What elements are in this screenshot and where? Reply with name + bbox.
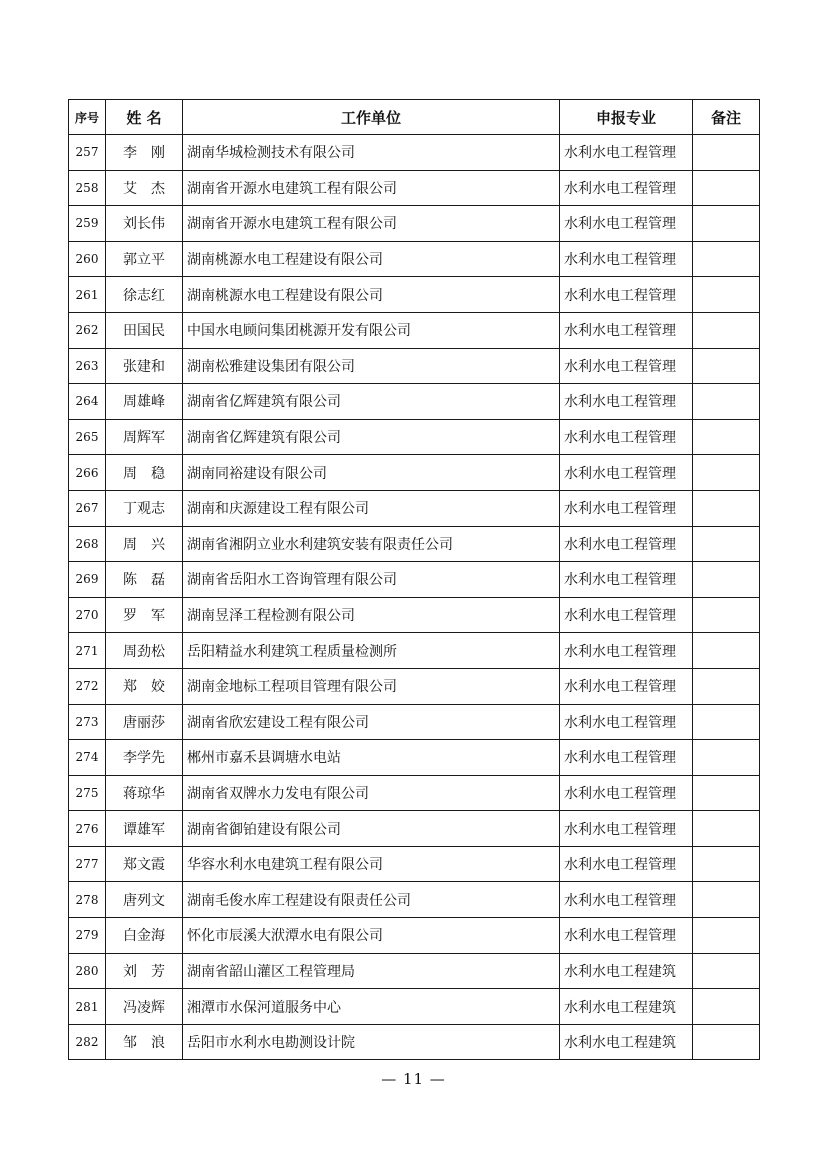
row-name: 徐志红 [106,277,183,313]
row-major: 水利水电工程管理 [560,170,693,206]
row-name: 刘长伟 [106,206,183,242]
table-row [69,419,760,455]
table-row [69,1024,760,1060]
row-remarks [693,526,760,562]
table-row [69,241,760,277]
row-name: 冯凌辉 [106,989,183,1025]
row-name: 唐列文 [106,882,183,918]
row-major: 水利水电工程管理 [560,490,693,526]
row-name: 白金海 [106,918,183,954]
table-row [69,348,760,384]
row-work-unit: 湖南毛俊水库工程建设有限责任公司 [183,882,560,918]
row-serial-number: 277 [69,846,106,882]
row-work-unit: 郴州市嘉禾县调塘水电站 [183,740,560,776]
header-remarks: 备注 [693,100,760,135]
row-remarks [693,633,760,669]
row-name: 刘 芳 [106,953,183,989]
row-name: 罗 军 [106,597,183,633]
row-major: 水利水电工程管理 [560,526,693,562]
row-serial-number: 274 [69,740,106,776]
row-major: 水利水电工程管理 [560,633,693,669]
row-remarks [693,704,760,740]
row-remarks [693,846,760,882]
row-serial-number: 265 [69,419,106,455]
table-row [69,953,760,989]
row-serial-number: 258 [69,170,106,206]
row-name: 郑文霞 [106,846,183,882]
row-work-unit: 湖南松雅建设集团有限公司 [183,348,560,384]
row-name: 艾 杰 [106,170,183,206]
row-serial-number: 281 [69,989,106,1025]
row-work-unit: 湖南省亿辉建筑有限公司 [183,419,560,455]
table-row [69,704,760,740]
table-row [69,135,760,171]
table-row [69,206,760,242]
row-work-unit: 湖南桃源水电工程建设有限公司 [183,241,560,277]
row-remarks [693,384,760,420]
row-remarks [693,882,760,918]
row-remarks [693,775,760,811]
table-row [69,526,760,562]
row-work-unit: 湖南华城检测技术有限公司 [183,135,560,171]
table-row [69,455,760,491]
row-remarks [693,312,760,348]
row-remarks [693,170,760,206]
row-remarks [693,490,760,526]
row-serial-number: 261 [69,277,106,313]
row-remarks [693,455,760,491]
row-work-unit: 湖南省开源水电建筑工程有限公司 [183,170,560,206]
table-row [69,775,760,811]
row-serial-number: 259 [69,206,106,242]
row-remarks [693,918,760,954]
row-serial-number: 279 [69,918,106,954]
row-major: 水利水电工程管理 [560,348,693,384]
row-name: 郭立平 [106,241,183,277]
row-work-unit: 湖南和庆源建设工程有限公司 [183,490,560,526]
row-major: 水利水电工程管理 [560,597,693,633]
table-row [69,989,760,1025]
row-major: 水利水电工程管理 [560,206,693,242]
row-work-unit: 中国水电顾问集团桃源开发有限公司 [183,312,560,348]
row-work-unit: 湘潭市水保河道服务中心 [183,989,560,1025]
row-work-unit: 华容水利水电建筑工程有限公司 [183,846,560,882]
row-serial-number: 272 [69,668,106,704]
row-work-unit: 湖南省韶山灌区工程管理局 [183,953,560,989]
row-name: 邹 浪 [106,1024,183,1060]
table-header-row [69,100,760,135]
row-major: 水利水电工程管理 [560,775,693,811]
row-work-unit: 湖南省双牌水力发电有限公司 [183,775,560,811]
row-serial-number: 278 [69,882,106,918]
table-row [69,597,760,633]
table-row [69,882,760,918]
row-major: 水利水电工程管理 [560,277,693,313]
row-work-unit: 湖南桃源水电工程建设有限公司 [183,277,560,313]
row-work-unit: 湖南省岳阳水工咨询管理有限公司 [183,562,560,598]
row-major: 水利水电工程管理 [560,384,693,420]
row-serial-number: 273 [69,704,106,740]
row-remarks [693,597,760,633]
table-row [69,918,760,954]
row-name: 陈 磊 [106,562,183,598]
row-serial-number: 264 [69,384,106,420]
row-major: 水利水电工程管理 [560,455,693,491]
row-name: 郑 姣 [106,668,183,704]
header-work-unit: 工作单位 [183,100,560,135]
row-major: 水利水电工程管理 [560,918,693,954]
row-name: 周雄峰 [106,384,183,420]
row-major: 水利水电工程建筑 [560,989,693,1025]
table-row [69,277,760,313]
row-serial-number: 270 [69,597,106,633]
row-serial-number: 280 [69,953,106,989]
table-row [69,668,760,704]
table-row [69,490,760,526]
row-major: 水利水电工程管理 [560,846,693,882]
row-remarks [693,740,760,776]
row-remarks [693,135,760,171]
row-remarks [693,811,760,847]
row-major: 水利水电工程管理 [560,811,693,847]
table-row [69,811,760,847]
table-row [69,384,760,420]
row-name: 李 刚 [106,135,183,171]
row-name: 谭雄军 [106,811,183,847]
row-work-unit: 湖南昱泽工程检测有限公司 [183,597,560,633]
row-name: 田国民 [106,312,183,348]
row-remarks [693,206,760,242]
row-serial-number: 262 [69,312,106,348]
row-serial-number: 266 [69,455,106,491]
personnel-table [68,99,760,1060]
row-name: 周辉军 [106,419,183,455]
row-serial-number: 260 [69,241,106,277]
row-remarks [693,348,760,384]
row-serial-number: 269 [69,562,106,598]
row-work-unit: 湖南省亿辉建筑有限公司 [183,384,560,420]
header-major: 申报专业 [560,100,693,135]
row-work-unit: 湖南金地标工程项目管理有限公司 [183,668,560,704]
row-work-unit: 岳阳市水利水电勘测设计院 [183,1024,560,1060]
row-major: 水利水电工程建筑 [560,1024,693,1060]
row-major: 水利水电工程管理 [560,312,693,348]
row-serial-number: 282 [69,1024,106,1060]
row-serial-number: 268 [69,526,106,562]
row-work-unit: 怀化市辰溪大洑潭水电有限公司 [183,918,560,954]
table-row [69,740,760,776]
row-major: 水利水电工程管理 [560,135,693,171]
row-major: 水利水电工程管理 [560,704,693,740]
table-row [69,633,760,669]
row-serial-number: 271 [69,633,106,669]
row-name: 蒋琼华 [106,775,183,811]
row-remarks [693,668,760,704]
row-work-unit: 湖南同裕建设有限公司 [183,455,560,491]
table-row [69,170,760,206]
row-major: 水利水电工程管理 [560,419,693,455]
row-name: 丁观志 [106,490,183,526]
row-remarks [693,953,760,989]
row-work-unit: 岳阳精益水利建筑工程质量检测所 [183,633,560,669]
row-work-unit: 湖南省湘阴立业水利建筑安装有限责任公司 [183,526,560,562]
row-name: 周 稳 [106,455,183,491]
row-serial-number: 263 [69,348,106,384]
row-major: 水利水电工程管理 [560,241,693,277]
page-number: — 11 — [381,1070,446,1088]
table-row [69,846,760,882]
row-work-unit: 湖南省欣宏建设工程有限公司 [183,704,560,740]
row-remarks [693,1024,760,1060]
header-serial-number: 序号 [69,100,106,135]
row-major: 水利水电工程管理 [560,740,693,776]
row-name: 唐丽莎 [106,704,183,740]
row-remarks [693,277,760,313]
row-serial-number: 276 [69,811,106,847]
table-row [69,312,760,348]
header-name: 姓 名 [106,100,183,135]
row-name: 李学先 [106,740,183,776]
row-remarks [693,989,760,1025]
row-remarks [693,241,760,277]
row-name: 张建和 [106,348,183,384]
row-major: 水利水电工程建筑 [560,953,693,989]
row-serial-number: 275 [69,775,106,811]
table-row [69,562,760,598]
row-major: 水利水电工程管理 [560,668,693,704]
row-serial-number: 267 [69,490,106,526]
row-work-unit: 湖南省开源水电建筑工程有限公司 [183,206,560,242]
row-major: 水利水电工程管理 [560,562,693,598]
row-name: 周 兴 [106,526,183,562]
row-major: 水利水电工程管理 [560,882,693,918]
row-work-unit: 湖南省御铂建设有限公司 [183,811,560,847]
row-remarks [693,562,760,598]
row-remarks [693,419,760,455]
table-body [69,135,760,1060]
row-name: 周劲松 [106,633,183,669]
row-serial-number: 257 [69,135,106,171]
